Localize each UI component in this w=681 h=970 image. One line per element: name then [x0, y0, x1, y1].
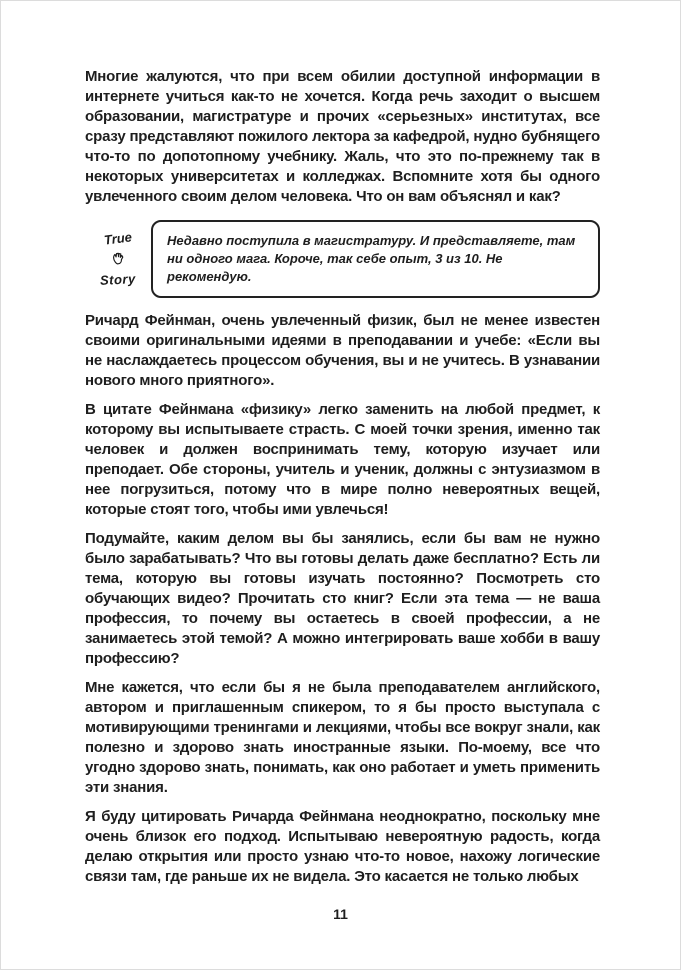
true-story-text: Недавно поступила в магистратуру. И представляете, там ни одного мага. Короче, так себе опыт, 3 из 10. Не рекомендую. — [167, 233, 576, 284]
true-story-label-bottom: Story — [99, 270, 137, 288]
true-story-label-top: True — [103, 228, 133, 248]
paragraph-cite: Я буду цитировать Ричарда Фейнмана неоднократно, поскольку мне очень близок его подход. Испытываю невероятную радость, когда делаю открытия или просто узнаю что-то новое, нахожу логические связи там, где раньше их не видела. Это касается не только любых — [85, 808, 600, 885]
true-story-label — [85, 228, 151, 288]
paragraph-intro: Многие жалуются, что при всем обилии доступной информации в интернете учиться как-то не хочется. Когда речь заходит о высшем образовании, магистратуре и прочих «серьезных» институтах, все сразу представляют пожилого лектора за кафедрой, нудно бубнящего что-то по допотопному учебнику. Жаль, что это по-прежнему так в некоторых университетах и колледжах. Вспомните хотя бы одного увлеченного своим делом человека. Что он вам объяснял и как? — [85, 68, 600, 205]
paragraph-feynman: Ричард Фейнман, очень увлеченный физик, был не менее известен своими оригинальными идеями в преподавании и учебе: «Если вы не наслаждаетесь процессом обучения, вы и не учитесь. В узнавании нового много приятного». — [85, 312, 600, 389]
true-story-box — [151, 220, 600, 298]
page-number: 11 — [333, 906, 348, 922]
true-story-callout — [85, 220, 600, 298]
fist-hand-icon — [107, 247, 129, 272]
paragraph-about-me: Мне кажется, что если бы я не была преподавателем английского, автором и приглашенным спикером, то я бы просто выступала с мотивирующими тренингами и лекциями, чтобы все вокруг знали, как полезно и здорово знать иностранные языки. По-моему, все что угодно здорово знать, понимать, как оно работает и уметь применить эти знания. — [85, 679, 600, 796]
page-content — [85, 67, 600, 896]
paragraph-quote-replace: В цитате Фейнмана «физику» легко заменить на любой предмет, к которому вы испытываете страсть. С моей точки зрения, именно так человек и должен воспринимать тему, которую изучает или преподает. Обе стороны, учитель и ученик, должны с энтузиазмом в нее погрузиться, потому что в мире полно невероятных вещей, которые стоят того, чтобы ими увлечься! — [85, 401, 600, 518]
paragraph-think: Подумайте, каким делом вы бы занялись, если бы вам не нужно было зарабатывать? Что вы готовы делать даже бесплатно? Есть ли тема, которую вы готовы изучать постоянно? Посмотреть сто обучающих видео? Прочитать сто книг? Если эта тема — не ваша профессия, то почему вы остаетесь в своей профессии, а не занимаетесь этой темой? А можно интегрировать ваше хобби в вашу профессию? — [85, 530, 600, 667]
